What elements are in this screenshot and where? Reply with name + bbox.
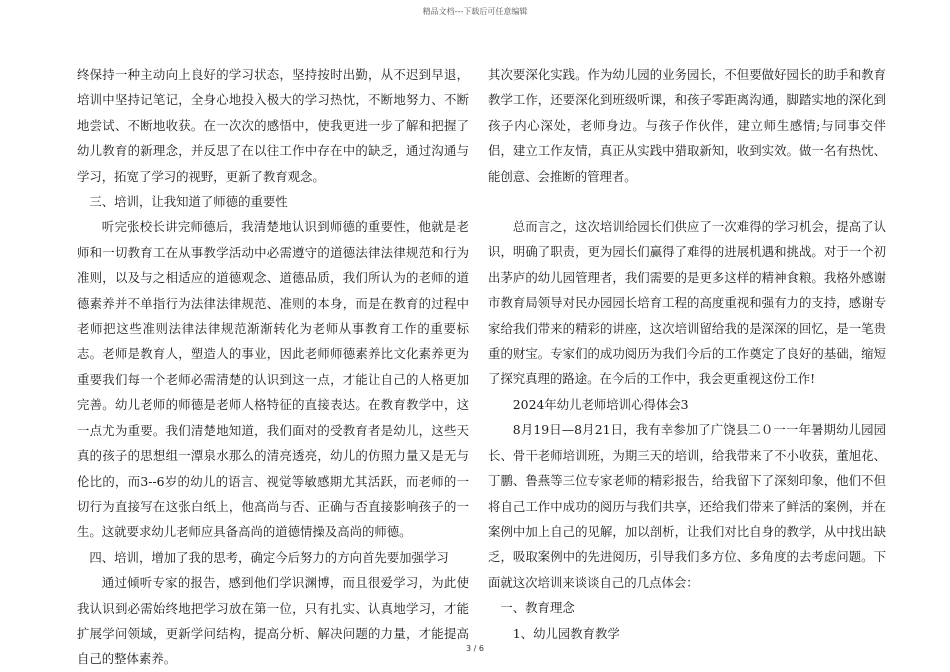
paragraph: 听完张校长讲完师德后，我清楚地认识到师德的重要性，他就是老师和一切教育工在从事教学活动中必需遵守的道德法律法律规范和行为准则，以及与之相适应的道德观念、道德品质，我们所认为的老师的道德素养并不单指行为法律法律规范、准则的本身，而是在教育的过程中老师把这些准则法律法律规范渐渐转化为老师从事教育工作的重要标志。老师是教育人，塑造人的事业，因此老师师德素养比文化素养更为重要我们每一个老师必需清楚的认识到这一点，才能让自己的人格更加完善。幼儿老师的师德是老师人格特征的直接表达。在教育教学中，这一点尤为重要。我们清楚地知道，我们面对的受教育者是幼儿，这些天真的孩子的思想组一潭泉水那么的清亮透亮，幼儿的仿照力量又是无与伦比的，而3--6岁的幼儿的语言、视觉等敏感期尤其活跃，而老师的一切行为直接写在这张白纸上，他高尚与否、正确与否直接影响孩子的一生。这就要求幼儿老师应具备高尚的道德情操及高尚的师德。 [77, 219, 469, 540]
article-title: 2024年幼儿老师培训心得体会3 [512, 396, 689, 412]
paragraph: 终保持一种主动向上良好的学习状态，坚持按时出勤，从不迟到早退，培训中坚持记笔记，全身心地投入极大的学习热忱，不断地努力、不断地尝试、不断地收获。在一次次的感悟中，使我更进一步了解和把握了幼儿教育的新理念，并反思了在以往工作中存在中的缺乏，通过沟通与学习，拓宽了学习的视野，更新了教育观念。 [77, 67, 469, 184]
page-header: 精品文档---下载后可任意编辑 [422, 7, 528, 16]
section-heading: 一、教育理念 [500, 600, 575, 616]
spacer [488, 189, 886, 214]
paragraph: 通过倾听专家的报告，感到他们学识渊博，而且很爱学习，为此使我认识到必需始终地把学习放在第一位，只有扎实、认真地学习，才能扩展学问领域，更新学问结构，提高分析、解决问题的力量，才能提高自己的整体素养。 [77, 575, 469, 667]
right-column [488, 62, 886, 646]
paragraph: 8月19日—8月21日，我有幸参加了广饶县二０一一年暑期幼儿园园长、骨干老师培训班，为期三天的培训，给我带来了不小收获，董旭花、丁鹏、鲁燕等三位专家老师的精彩报告，给我留下了深刻印象，他们不但将自己工作中成功的阅历与我们共享，还给我们带来了鲜活的案例，并在案例中加上自己的见解，加以剖析，让我们对比自身的教学，从中找出缺乏，吸取案例中的先进阅历，引导我们多方位、多角度的去考虑问题。下面就这次培训来谈谈自己的几点体会： [488, 422, 886, 590]
sub-heading: 1、幼儿园教育教学 [512, 625, 620, 641]
paragraph: 其次要深化实践。作为幼儿园的业务园长，不但要做好园长的助手和教育教学工作，还要深化到班级听课，和孩子零距离沟通，脚踏实地的深化到孩子内心深处，老师身边。与孩子作伙伴，建立师生感情;与同事交伴侣，建立工作友情，真正从实践中猎取新知，收到实效。做一名有热忱、能创意、会推断的管理者。 [488, 67, 886, 184]
paragraph: 总而言之，这次培训给园长们供应了一次难得的学习机会，提高了认识，明确了职责，更为园长们赢得了难得的进展机遇和挑战。对于一个初出茅庐的幼儿园管理者，我们需要的是更多这样的精神食粮。我格外感谢市教育局领导对民办园园长培育工程的高度重视和强有力的支持，感谢专家给我们带来的精彩的讲座，这次培训留给我的是深深的回忆，是一笔贵重的财宝。专家们的成功阅历为我们今后的工作奠定了良好的基础，缩短了探究真理的路途。在今后的工作中，我会更重视这份工作! [488, 219, 886, 387]
section-heading: 四、培训，增加了我的思考，确定今后努力的方向首先要加强学习 [89, 549, 449, 565]
section-heading: 三、培训，让我知道了师德的重要性 [89, 194, 288, 210]
left-column [77, 62, 469, 672]
page-number: 3 / 6 [466, 644, 484, 653]
